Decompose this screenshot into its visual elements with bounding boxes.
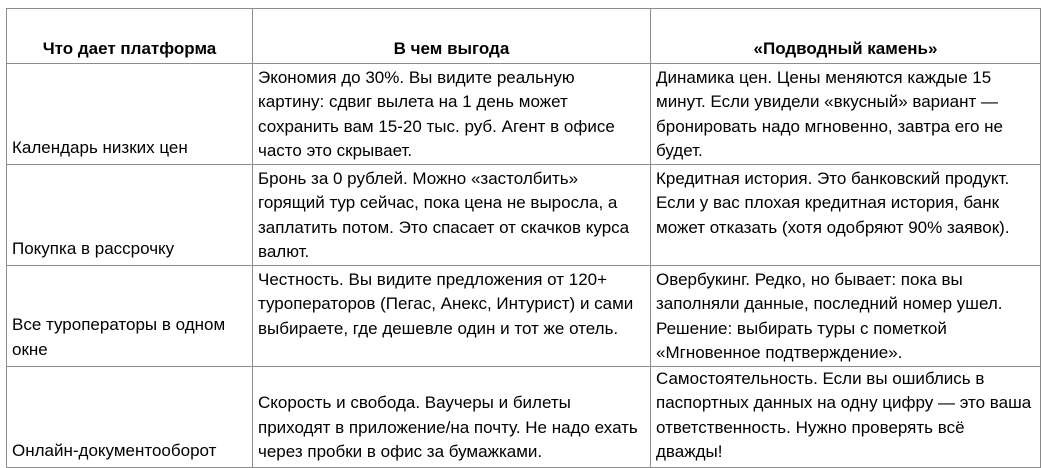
benefit-cell: Экономия до 30%. Вы видите реальную картину: сдвиг вылета на 1 день может сохранить вам 15-20 тыс. руб. Агент в офисе часто это скрывает. [253,64,651,165]
comparison-table [6,8,1041,468]
table-row [7,64,1041,165]
table-row [7,367,1041,468]
benefit-cell: Скорость и свобода. Ваучеры и билеты приходят в приложение/на почту. Не надо ехать через пробки в офис за бумажками. [253,367,651,468]
feature-cell: Покупка в рассрочку [7,165,253,266]
pitfall-cell: Кредитная история. Это банковский продукт. Если у вас плохая кредитная история, банк может отказать (хотя одобряют 90% заявок). [651,165,1041,266]
header-pitfall: «Подводный камень» [651,9,1041,64]
header-row [7,9,1041,64]
feature-cell: Онлайн-документооборот [7,367,253,468]
table-row [7,266,1041,367]
pitfall-cell: Динамика цен. Цены меняются каждые 15 минут. Если увидели «вкусный» вариант — бронировать надо мгновенно, завтра его не будет. [651,64,1041,165]
table-row [7,165,1041,266]
benefit-cell: Честность. Вы видите предложения от 120+ туроператоров (Пегас, Анекс, Интурист) и сами выбираете, где дешевле один и тот же отель. [253,266,651,367]
feature-cell: Календарь низких цен [7,64,253,165]
pitfall-cell: Самостоятельность. Если вы ошиблись в паспортных данных на одну цифру — это ваша ответственность. Нужно проверять всё дважды! [651,367,1041,468]
benefit-cell: Бронь за 0 рублей. Можно «застолбить» горящий тур сейчас, пока цена не выросла, а заплатить потом. Это спасает от скачков курса валют. [253,165,651,266]
feature-cell: Все туроператоры в одном окне [7,266,253,367]
header-benefit: В чем выгода [253,9,651,64]
header-feature: Что дает платформа [7,9,253,64]
pitfall-cell: Овербукинг. Редко, но бывает: пока вы заполняли данные, последний номер ушел. Решение: выбирать туры с пометкой «Мгновенное подтверждение». [651,266,1041,367]
